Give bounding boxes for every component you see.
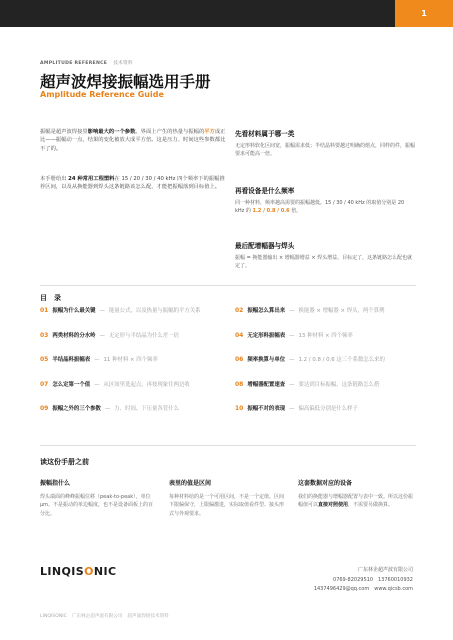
toc-dash: — <box>289 357 295 363</box>
toc-name: 怎么定第一个值 <box>52 382 91 388</box>
toc-name: 无定形料振幅表 <box>247 333 286 339</box>
toc-number: 06 <box>235 356 244 363</box>
toc-desc: 换能器 × 增幅器 × 焊头，两个算例 <box>298 308 385 314</box>
side-title: 再看设备是什么频率 <box>235 187 295 195</box>
top-bar <box>0 0 453 27</box>
toc-item[interactable] <box>235 380 407 389</box>
side-highlight: 1.2 / 0.8 / 0.6 <box>252 208 290 215</box>
col-text-part: 我们的换能器与增幅器配置与表中一致。所以这份振幅值可以 <box>298 494 414 509</box>
toc-dash: — <box>289 308 295 314</box>
page-title: 超声波焊接振幅选用手册 <box>40 73 211 91</box>
toc-name: 两类材料的分水岭 <box>52 333 96 339</box>
side-block-booster <box>235 240 415 271</box>
footer-company: 广东林企超声波有限公司 <box>71 614 123 619</box>
toc-desc: 从区间里选起点，再按现象往两边收 <box>103 382 190 388</box>
page-number: 1 <box>421 9 427 18</box>
toc-name: 频率换算与单位 <box>247 357 286 363</box>
toc-item[interactable] <box>40 380 212 389</box>
side-title: 先看材料属于哪一类 <box>235 130 295 138</box>
col-text-part: ，不需要另做换算。 <box>348 502 394 509</box>
footer-brand: LINQISONIC <box>40 614 67 619</box>
intro-text: 。界面上产生的热量与振幅的 <box>135 129 205 135</box>
toc-desc: 11 种材料 × 四个频率 <box>103 357 158 363</box>
contact-block <box>233 566 413 595</box>
toc-dash: — <box>94 382 100 388</box>
toc-dash: — <box>289 333 295 339</box>
logo-accent: O <box>84 565 94 578</box>
contact-company: 广东林企超声波有限公司 <box>357 567 413 573</box>
toc-item[interactable] <box>235 331 407 340</box>
toc-number: 05 <box>40 356 49 363</box>
toc-number: 01 <box>40 307 49 314</box>
toc-item[interactable] <box>235 306 407 315</box>
toc-item[interactable] <box>235 404 407 413</box>
kicker-zh: 技术资料 <box>113 61 133 66</box>
intro-text: 在 15 / 20 / 30 / 40 kHz 四个频率下的振幅推荐区间，以及从换能器到焊头这条链路该怎么配，才能把振幅落到目标值上。 <box>40 176 225 191</box>
toc-name: 振幅之外的三个参数 <box>52 406 101 412</box>
logo-part: NIC <box>93 565 117 578</box>
toc-name: 增幅器配置速查 <box>247 382 286 388</box>
side-block-frequency <box>235 185 415 216</box>
toc-number: 02 <box>235 307 244 314</box>
page-footer <box>40 613 174 619</box>
toc-item[interactable] <box>40 404 212 413</box>
col-text: 每种材料给的是一个可用区间，不是一个定值。区间下限偏保守，上限偏激进，实际取值看件型、接头形式与外观要求。 <box>169 494 285 517</box>
side-text <box>235 199 415 216</box>
kicker-en: AMPLITUDE REFERENCE <box>40 61 108 66</box>
footer-doc: 超声波焊接技术资料 <box>127 614 169 619</box>
toc-number: 04 <box>235 332 244 339</box>
side-text-part: 倍。 <box>289 208 302 215</box>
toc-number: 09 <box>40 405 49 412</box>
page-subtitle: Amplitude Reference Guide <box>40 90 164 99</box>
before-col-range <box>169 478 287 518</box>
toc-number: 07 <box>40 381 49 388</box>
brand-logo <box>40 565 116 578</box>
intro-text: 振幅是超声波焊接里 <box>40 129 88 135</box>
toc-item[interactable] <box>40 331 212 340</box>
col-title: 表里的值是区间 <box>169 480 212 487</box>
before-reading-title: 读这份手册之前 <box>40 458 89 466</box>
toc-dash: — <box>94 357 100 363</box>
col-text: 焊头端面的峰峰振幅位移（peak-to-peak），单位 μm。不是振动的单边幅度，也不是设备面板上的百分比。 <box>40 494 154 517</box>
toc-desc: 无定形与半结晶为什么差一倍 <box>108 333 179 339</box>
toc-dash: — <box>289 382 295 388</box>
before-col-equipment <box>298 478 416 510</box>
intro-highlight: 平方 <box>204 129 215 135</box>
intro-emphasis: 24 种常用工程塑料 <box>68 176 115 182</box>
col-title: 这套数据对应的设备 <box>298 480 353 487</box>
toc-number: 10 <box>235 405 244 412</box>
toc-name: 振幅为什么最关键 <box>52 308 96 314</box>
intro-text: 成正比——振幅动一点，结果的变化被放大成平方倍。这是压力、时间这些参数都比不了的。 <box>40 129 226 152</box>
contact-web: 1437496429@qq.com www.qicsb.com <box>313 586 413 592</box>
side-block-material <box>235 128 415 159</box>
toc-name: 半结晶料振幅表 <box>52 357 91 363</box>
toc-desc: 能量公式，以及热量与振幅的平方关系 <box>108 308 201 314</box>
toc-name: 振幅不对的表现 <box>247 406 286 412</box>
toc-desc: 要达到目标振幅，这条链路怎么搭 <box>298 382 380 388</box>
toc-desc: 1.2 / 0.8 / 0.6 这三个系数怎么来的 <box>298 357 385 363</box>
toc-dash: — <box>99 308 105 314</box>
toc-item[interactable] <box>40 306 212 315</box>
toc-desc: 力、时间、下压量各管什么 <box>114 406 179 412</box>
side-text: 无定形料软化区间宽，振幅需求低；半结晶料要越过明确的熔点，同样的件，振幅要求可能高一倍。 <box>235 143 416 158</box>
intro-paragraph-2 <box>40 175 230 192</box>
intro-emphasis: 影响最大的一个参数 <box>87 129 136 135</box>
logo-part: LINQIS <box>40 565 85 578</box>
intro-text: 本手册给出 <box>40 176 69 182</box>
toc-desc: 13 种材料 × 四个频率 <box>298 333 353 339</box>
toc-number: 03 <box>40 332 49 339</box>
side-text-part: 同一种材料，频率越高需要的振幅越低。15 / 30 / 40 kHz 的取值分别是 20 kHz 的 <box>235 200 405 215</box>
intro-paragraph-1 <box>40 128 230 153</box>
toc-desc: 偏高偏低分别是什么样子 <box>298 406 358 412</box>
toc-dash: — <box>104 406 111 412</box>
before-col-amplitude <box>40 478 158 518</box>
toc-dash: — <box>289 406 295 412</box>
divider <box>40 445 416 446</box>
side-text: 振幅 = 换能器输出 × 增幅器增益 × 焊头增益。目标定了，这条链路怎么配也就定了。 <box>235 255 413 270</box>
col-text <box>298 493 416 510</box>
col-title: 振幅指什么 <box>40 480 71 487</box>
toc-name: 振幅怎么算出来 <box>247 308 286 314</box>
toc-number: 08 <box>235 381 244 388</box>
toc-dash: — <box>99 333 105 339</box>
kicker <box>40 60 133 66</box>
toc-title: 目 录 <box>40 294 61 302</box>
side-title: 最后配增幅器与焊头 <box>235 242 295 250</box>
contact-phones: 0769-82029510 13760010932 <box>333 576 413 583</box>
divider <box>40 285 416 286</box>
toc-item[interactable] <box>235 355 407 364</box>
toc-item[interactable] <box>40 355 212 364</box>
col-emphasis: 直接对照使用 <box>318 502 349 509</box>
